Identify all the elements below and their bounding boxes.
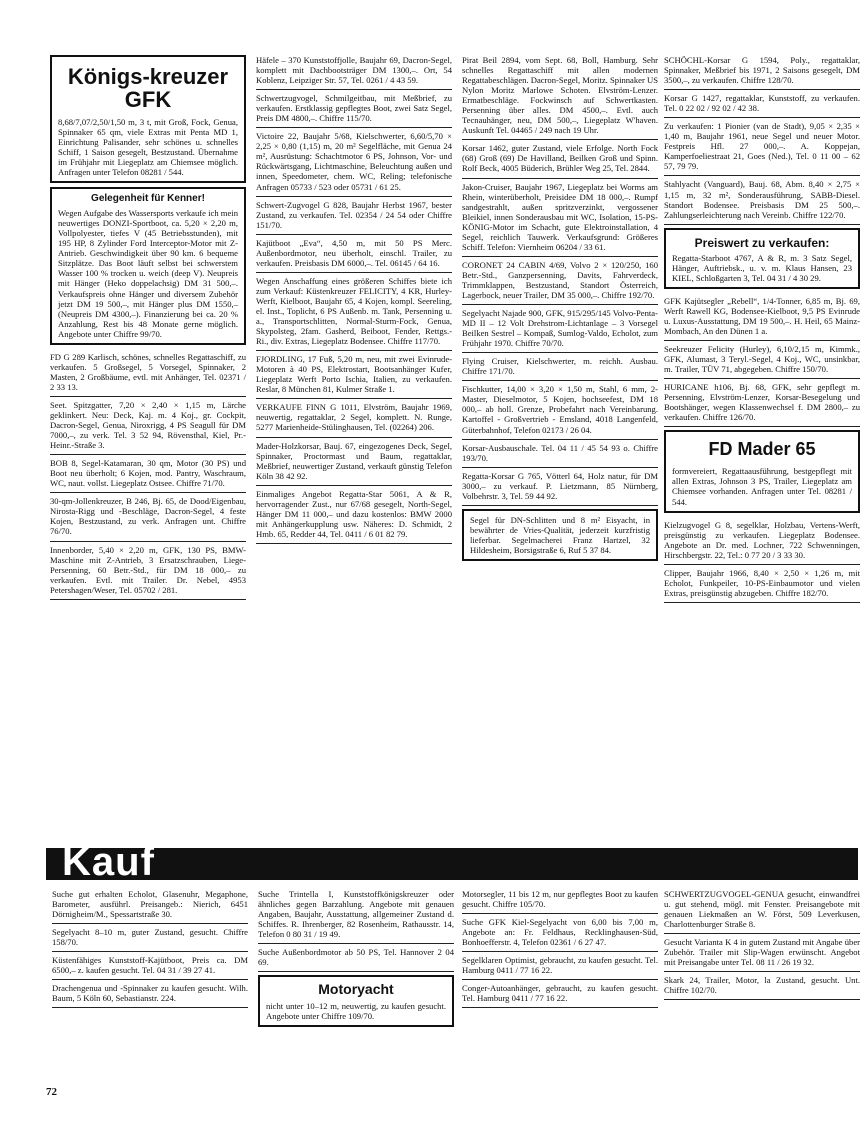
fd-mader-title: FD Mader 65 (708, 439, 816, 460)
classified-ad: Jakon-Cruiser, Baujahr 1967, Liegeplatz bei Worms am Rhein, winterüberholt, Preisidee DM 18 000,–. Rumpf sandgestrahlt, außen spritzverzinkt, vergossener Bleikiel, innen Sonderausbau mit WC, Isolation, 15-PS-KÖNIG-Motor im Schacht, gute Elektroinstallation, 4 Segel, reichlich Tauwerk. Verkaufsgrund: Größeres Schiff. Telefon: Viernheim 06204 / 33 61. (462, 179, 658, 257)
column-1 (50, 52, 246, 600)
classified-ad: Motorsegler, 11 bis 12 m, nur gepflegtes Boot zu kaufen gesucht. Chiffre 105/70. (462, 886, 658, 914)
kauf-section-title: Kauf (62, 840, 155, 884)
dn-schlitten-ad-box: Segel für DN-Schlitten und 8 m² Eisyacht, in bewährter de Vries-Qualität, jederzeit kurzfristig lieferbar. Segelmacherei Franz Hartzel, 32 Hildesheim, Borsigstraße 6, Ruf 5 37 84. (462, 509, 658, 561)
classified-ad: Korsar G 1427, regattaklar, Kunststoff, zu verkaufen. Tel. 0 22 02 / 92 02 / 42 38. (664, 90, 860, 118)
classified-ad: Segelyacht 8–10 m, guter Zustand, gesucht. Chiffre 158/70. (52, 924, 248, 952)
classified-ad: SCHÖCHL-Korsar G 1594, Poly., regattaklar, Spinnaker, Meßbrief bis 1971, 2 Saisons gesegelt, DM 3500,–, zu verkaufen. Chiffre 128/70. (664, 52, 860, 90)
classified-ad: Suche GFK Kiel-Segelyacht von 6,00 bis 7,00 m, Angebote an: Fr. Feldhaus, Recklinghausen-Süd, Bonhoefferstr. 4, Telefon 02361 / 6 27 47. (462, 914, 658, 952)
classified-ad: Skark 24, Trailer, Motor, la Zustand, gesucht. Unt. Chiffre 102/70. (664, 972, 860, 1000)
classified-ad: FJORDLING, 17 Fuß, 5,20 m, neu, mit zwei Evinrude-Motoren à 40 PS, Elektrostart, Bootsanhänger Kufer, Liegeplatz Werft Porto Ischia, Italien, zu verkaufen. Reslar, 8 München 81, Kulmer Straße 1. (256, 351, 452, 399)
classified-ad: FD G 289 Karlisch, schönes, schnelles Regattaschiff, zu verkaufen. 5 Großsegel, 5 Vorsegel, Spinnaker, 2 Masten, 2 Großbäume, evtl. mit Anhänger, Tel. 02371 / 2 33 13. (50, 349, 246, 397)
page-number: 72 (46, 1086, 57, 1098)
classified-ad: Häfele – 370 Kunststoffjolle, Baujahr 69, Dacron-Segel, komplett mit Dachbootsträger DM 1300,–. Ort, 54 Koblenz, Leipziger Str. 57, Tel. 0261 / 4 43 59. (256, 52, 452, 90)
classified-ad: 30-qm-Jollenkreuzer, B 246, Bj. 65, de Dood/Eigenbau, Nirosta-Rigg und -Beschläge, Dacron-Segel, 4 feste Kojen, Bestzustand, zu verk. Anfragen unt. Chiffre 76/70. (50, 493, 246, 541)
kauf-column-1 (52, 886, 248, 1008)
kauf-column-2 (258, 886, 454, 1031)
classified-ad: Victoire 22, Baujahr 5/68, Kielschwerter, 6,60/5,70 × 2,25 × 0,80 (1,15) m, 20 m² Segelfläche, mit Genua 24 m², Ausrüstung: Schachtmotor 6 PS, Johnson, Vor- und Rückwärtsgang, Lichtmaschine, Beleuchtung außen und innen, Speedometer, chem. WC, Reling; telefonische Anfragen 05733 / 523 oder 05731 / 61 25. (256, 128, 452, 196)
kauf-section-bar (46, 848, 858, 880)
classified-ad: Drachengenua und -Spinnaker zu kaufen gesucht. Wilh. Baum, 5 Köln 60, Sebastianstr. 224. (52, 980, 248, 1008)
classified-ad: HURICANE h106, Bj. 68, GFK, sehr gepflegt m. Persenning, Elvström-Lenzer, Korsar-Besegelung und Bootshänger, wegen Klassenwechsel f. DM 2800,– zu verkaufen. Chiffre 126/70. (664, 379, 860, 427)
classified-ad: Seekreuzer Felicity (Hurley), 6,10/2,15 m, Kimmk., GFK, Alumast, 3 Teryl.-Segel, 4 Koj., WC, unsinkbar, m. Trailer, TÜV 71, abgegeben. Chiffre 150/70. (664, 341, 860, 379)
column-3 (462, 52, 658, 565)
classified-ad: Korsar 1462, guter Zustand, viele Erfolge. North Fock (68) Groß (69) De Havilland, Beilken Groß und Spinn. Rolf Beck, 4005 Büderich, Brühler Weg 25, Tel. 2844. (462, 140, 658, 178)
classified-ad: Suche Trintella I, Kunststoffkönigskreuzer oder ähnliches gegen Barzahlung. Angebote mit genauen Angaben, Baujahr, Ausstattung, allgemeiner Zustand d. Schiffes. R. Ihrenberger, 82 Rosenheim, Rathausstr. 14, Telefon 0 80 31 / 19 49. (258, 886, 454, 944)
koenigskreuzer-text: 8,68/7,07/2,50/1,50 m, 3 t, mit Groß, Fock, Genua, Spinnaker 65 qm, viele Extras mit Penta MD 1, Einrichtung Palisander, sehr schönes u. schnelles Schiff, 1 Saison gesegelt, Bestzustand. Übernahme im Frühjahr mit Liegeplatz am Chiemsee möglich. Anfragen unter Telefon 08281 / 544. (58, 117, 238, 178)
classified-ad: Kielzugvogel G 8, segelklar, Holzbau, Vertens-Werft, preisgünstig zu verkaufen. Liegeplatz Bodensee. Angebote an Dr. med. Lochner, 722 Schwenningen, Hirschbergstr. 22, Tel.: 0 77 20 / 3 33 30. (664, 517, 860, 565)
classified-ad: Stahlyacht (Vanguard), Bauj. 68, Abm. 8,40 × 2,75 × 1,15 m, 32 m², Sonderausführung, SABB-Diesel. Standort Bodensee. Preisbasis DM 25 500,–. Zahlungserleichterung nach Vereinb. Chiffre 122/70. (664, 176, 860, 224)
preiswert-ad-box (664, 228, 860, 289)
motoryacht-title: Motoryacht (318, 981, 394, 998)
classified-ad: Einmaliges Angebot Regatta-Star 5061, A & R, hervorragender Zust., nur 67/68 gesegelt, North-Segel, Hänger DM 11 000,– und dazu kostenlos: BMW 2000 mit Anhängerkupplung usw. Näheres: D. Schmidt, 2 Hmb. 65, Redder 44, Tel. 0411 / 6 01 82 79. (256, 486, 452, 544)
column-4 (664, 52, 860, 603)
preiswert-text: Regatta-Starboot 4767, A & R, m. 3 Satz Segel, Hänger, Auftriebsk., u. v. m. Klaus Hansen, 23 KIEL, Schloßgarten 3, Tel. 04 31 / 4 30 29. (672, 252, 852, 283)
kauf-column-4 (664, 886, 860, 1000)
fd-mader-text: formvereiert, Regattaausführung, bestgepflegt mit allen Extras, Johnson 3 PS, Trailer, Liegeplatz am Chiemsee vorhanden. Anfragen unter Tel. 08281 / 544. (672, 466, 852, 507)
classified-ad: Clipper, Baujahr 1966, 8,40 × 2,50 × 1,26 m, mit Echolot, Funkpeiler, 10-PS-Einbaumotor und vielen Extras, preisgünstig abzugeben. Chiffre 182/70. (664, 565, 860, 603)
classified-ad: Küstenfähiges Kunststoff-Kajütboot, Preis ca. DM 6500,– z. kaufen gesucht. Tel. 04 31 / 39 27 41. (52, 952, 248, 980)
classified-ad: Regatta-Korsar G 765, Vötterl 64, Holz natur, für DM 3000,– zu verkauf. P. Lietzmann, 85 Nürnberg, Volbehrstr. 3, Tel. 59 44 92. (462, 468, 658, 506)
motoryacht-text: nicht unter 10–12 m, neuwertig, zu kaufen gesucht. Angebote unter Chiffre 109/70. (266, 1000, 446, 1021)
classified-ad: Pirat Beil 2894, vom Sept. 68, Boll, Hamburg. Sehr schnelles Regattaschiff mit allen modernen Regattabeschlägen. Dacron-Segel, Moritz. Spinnaker US Nylon Moritz Marlowe Schoten. Elvström-Lenzer. Ermatbeschläge. Fockwinsch auf Schwertkasten. Persenning über alles. DM 4500,–. Evtl. auch Tecnauhänger, neu, DM 500,–, Liegeplatz W'haven. Auskunft Tel. 04465 / 249 nach 19 Uhr. (462, 52, 658, 140)
classified-ad: Segelklaren Optimist, gebraucht, zu kaufen gesucht. Tel. Hamburg 0411 / 77 16 22. (462, 952, 658, 980)
classified-ad: Wegen Anschaffung eines größeren Schiffes biete ich zum Verkauf: Küstenkreuzer FELICITY, 4 KR, Hurley-Werft, Kielboot, Baujahr 65, 4 Kojen, kompl. Seereling, el. Inst., Toplicht, 6 PS Außenb. m. Tank, Persenning u. a., Transportschlitten, Normal-Sturm-Fock, Genua, Skypolsteg, 2fam. Gasherd, Beiboot, Fender, Rettgs.-Ri., div. Extras, Liegeplatz Bodensee. Chiffre 117/70. (256, 273, 452, 351)
classified-ad: Mader-Holzkorsar, Bauj. 67, eingezogenes Deck, Segel, Spinnaker, Proctormast und Baum, regattaklar, Meßbrief, neuwertiger Zustand, verkauft günstig Telefon Köln 38 42 92. (256, 438, 452, 486)
preiswert-title: Preiswert zu verkaufen: (694, 235, 830, 250)
motoryacht-ad-box (258, 975, 454, 1026)
classified-ad: VERKAUFE FINN G 1011, Elvström, Baujahr 1969, neuwertig, regattaklar, 2 Segel, komplett. N. Runge, 5277 Marienheide-Stülinghausen, Tel. (02264) 206. (256, 399, 452, 437)
classified-ad: Zu verkaufen: 1 Pionier (van de Stadt), 9,05 × 2,35 × 1,40 m, Baujahr 1961, neue Segel und neuer Motor. Festpreis Hfl. 27 000,–. A. Koppejan, Kamperfoeliestraat 21, Goes (Ned.), Tel. 0 11 00 – 62 57, 79 79. (664, 118, 860, 176)
koenigskreuzer-ad-box (50, 55, 246, 183)
classified-ad: Gesucht Varianta K 4 in gutem Zustand mit Angabe über Zubehör. Trailer mit Slip-Wagen erwünscht. Angebot mit Preisangabe unter Tel. 08 11 / 26 19 32. (664, 934, 860, 972)
donzi-text: Wegen Aufgabe des Wassersports verkaufe ich mein neuwertiges DONZI-Sportboot, ca. 5,20 × 2,20 m, Vollpolyester, tiefes V (45 Betriebsstunden), mit 195 HP, 8 Zylinder Ford Interceptor-Motor mit Z-Antrieb. Geschwindigkeit über 90 km. 6 bequeme Sitzplätze. Das Boot läuft selbst bei schwerstem Wasser 100 % trocken u. weich (deep V). Neupreis mit Hänger (Heko doppelachsig) DM 31 500,–. Verkaufspreis ohne Hänger und diversem Zubehör jetzt DM 19 500,–, mit Hänger plus DM 1550,– (Neupreis DM 4300,–). Finanzierung bei ca. 20 % Anzahlung, Rest bis 48 Monate gerne möglich. Angebote unter Chiffre 99/70. (58, 208, 238, 339)
classified-ad: Suche gut erhalten Echolot, Glasenuhr, Megaphone, Barometer, ausführl. Preisangeb.: Nierich, 6451 Dörnigheim/M., Spessartstraße 30. (52, 886, 248, 924)
classified-ad: Kajütboot „Eva“, 4,50 m, mit 50 PS Merc. Außenbordmotor, neu überholt, einschl. Trailer, zu verkaufen. Preisbasis DM 6000,–. Tel. 06145 / 64 16. (256, 235, 452, 273)
classified-ad: Seet. Spitzgatter, 7,20 × 2,40 × 1,15 m, Lärche geklinkert. Neu: Deck, Kaj. m. 4 Koj., gr. Cockpit, Dacron-Segel, Genua, Niroxrigg, 4 PS Seagull für DM 7000,–, zu verk. Tel. 3 52 94, Rövensthal, Kiel, Pr.-Heinr.-Straße 3. (50, 397, 246, 455)
classified-ad: Schwert-Zugvogel G 828, Baujahr Herbst 1967, bester Zustand, zu verkaufen. Tel. 02354 / 24 54 oder Chiffre 151/70. (256, 197, 452, 235)
classified-ad: Korsar-Ausbauschale. Tel. 04 11 / 45 54 93 o. Chiffre 193/70. (462, 440, 658, 468)
classified-ad: BOB 8, Segel-Katamaran, 30 qm, Motor (30 PS) und Boot neu überholt; 6 Kojen, mod. Pantry, Waschraum, WC, naut. vollst. Liegeplatz Ostsee. Chiffre 71/70. (50, 455, 246, 493)
koenigskreuzer-title: Königs-kreuzer GFK (67, 64, 229, 113)
classified-ad: Conger-Autoanhänger, gebraucht, zu kaufen gesucht. Tel. Hamburg 0411 / 77 16 22. (462, 980, 658, 1008)
kauf-column-3 (462, 886, 658, 1008)
classified-ad: Schwertzugvogel, Schmilgeitbau, mit Meßbrief, zu verkaufen. Erstklassig gepflegtes Boot, zwei Satz Segel, Preis DM 4800,–. Chiffre 115/70. (256, 90, 452, 128)
classified-ad: Flying Cruiser, Kielschwerter, m. reichh. Ausbau. Chiffre 171/70. (462, 353, 658, 381)
classified-ad: Fischkutter, 14,00 × 3,20 × 1,50 m, Stahl, 6 mm, 2-Master, Dieselmotor, 5 Kojen, hochseefest, DM 18 000,– ab holl. Grenze, Probefahrt nach Vereinbarung. Kartoffel - Großvertrieb - Emsland, 4018 Langenfeld, Güterbahnhof, Telefon 02173 / 26 04. (462, 381, 658, 439)
classified-ad: Innenborder, 5,40 × 2,20 m, GFK, 130 PS, BMW-Maschine mit Z-Antrieb, 3 Ersatzschrauben, Liege-Persenning, 60 Betr.-Std., für DM 18 000,– zu verkaufen. Evtl. mit Trailer. Dr. Nebel, 4953 Petershagen/Weser, Tel. 05702 / 281. (50, 542, 246, 600)
classified-ad: Segelyacht Najade 900, GFK, 915/295/145 Volvo-Penta-MD II – 12 Volt Drehstrom-Lichtanlage – 3 Vorsegel Beilken Sestrel – Kompaß, Sumlog-Valdo, Echolot, zum Frühjahr 1970. Chiffre 70/70. (462, 305, 658, 353)
donzi-title: Gelegenheit für Kenner! (91, 193, 205, 205)
donzi-ad-box (50, 187, 246, 344)
classified-ad: GFK Kajütsegler „Rebell“, 1/4-Tonner, 6,85 m, Bj. 69, Werft Rawell KG, Bodensee-Kielboot, 9,5 PS Evinrude u. Luxus-Ausstattung, DM 19 500,–. H. Heil, 65 Mainz-Mombach, An den Dünen 1 a. (664, 293, 860, 341)
classified-ad: CORONET 24 CABIN 4/69, Volvo 2 × 120/250, 160 Betr.-Std., Ganzpersenning, Davits, Fahrverdeck, Trimmklappen, Bestzustand, Standort Österreich, Lagerbock, neuer Trailer, DM 35 000,–. Chiffre 192/70. (462, 257, 658, 305)
classified-ad: Suche Außenbordmotor ab 50 PS, Tel. Hannover 2 04 69. (258, 944, 454, 972)
fd-mader-ad-box (664, 430, 860, 512)
column-2 (256, 52, 452, 544)
classified-ad: SCHWERTZUGVOGEL-GENUA gesucht, einwandfrei u. gut stehend, mögl. mit Fenster. Preisangebote mit genauen Liekmaßen an W. Först, 509 Leverkusen, Charlottenburger Straße 8. (664, 886, 860, 934)
